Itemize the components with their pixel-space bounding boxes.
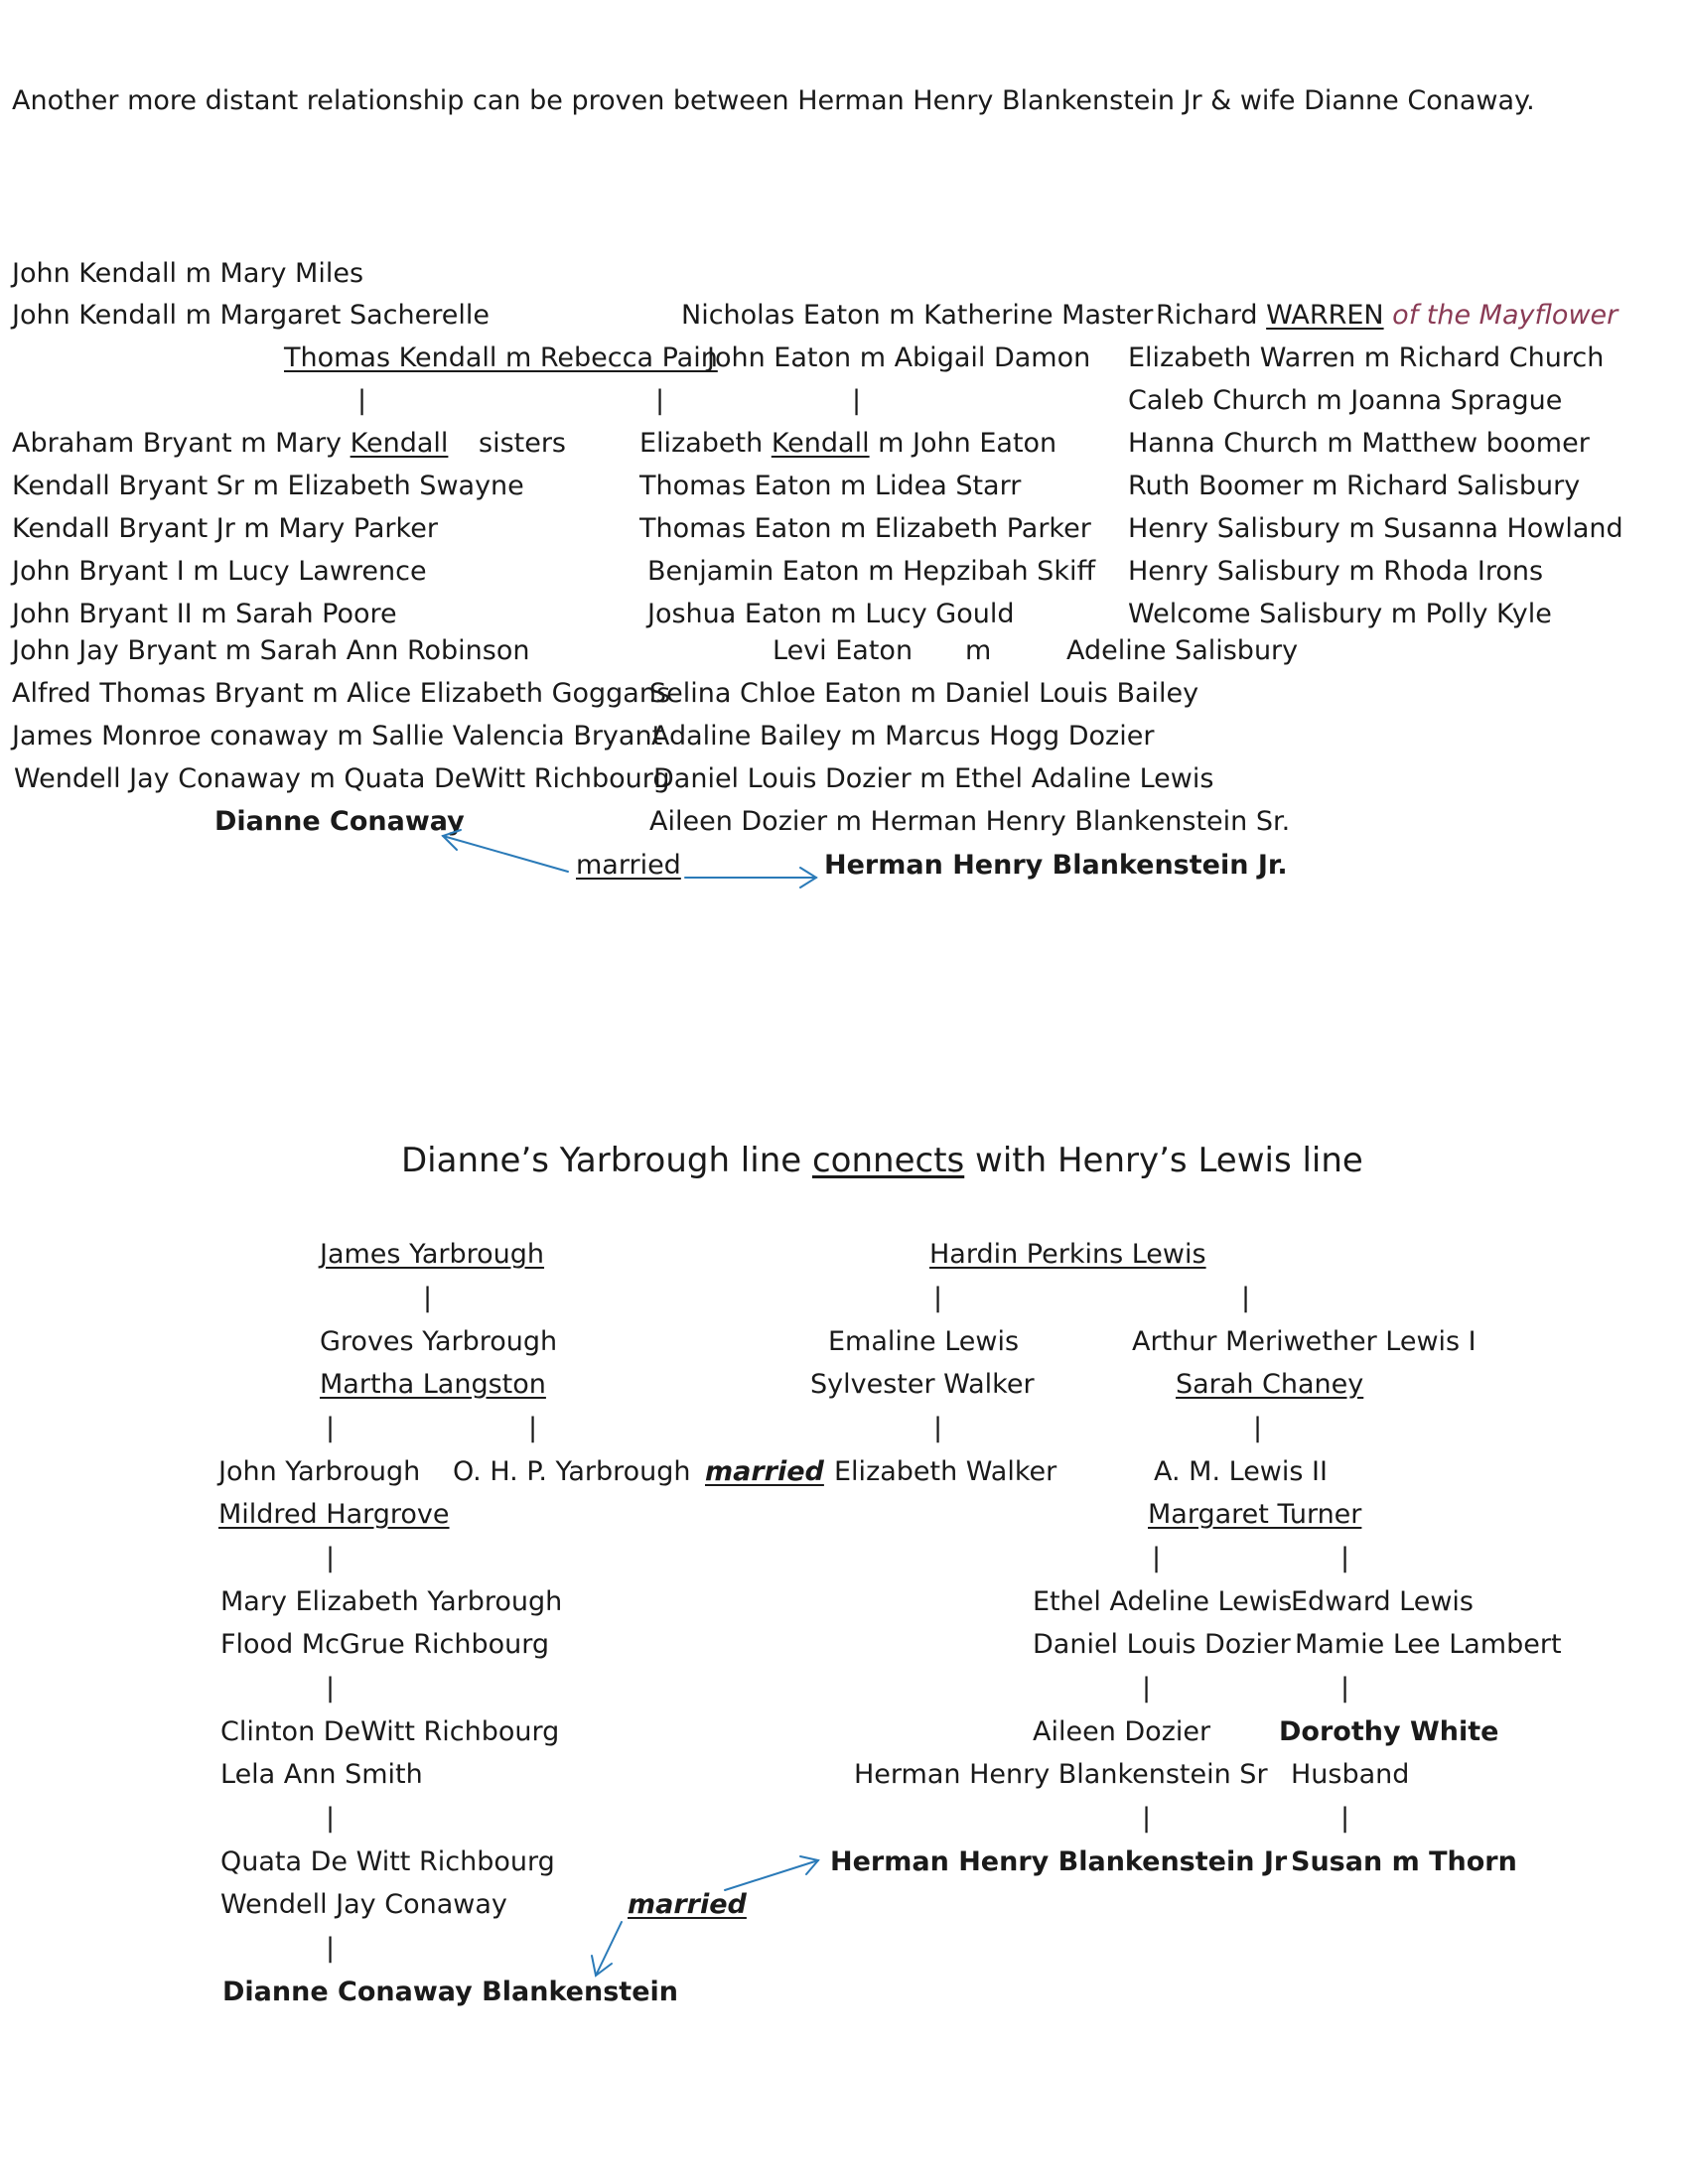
s1-col1-line: John Bryant I m Lucy Lawrence xyxy=(12,556,427,587)
s1-richard-text: Richard xyxy=(1156,300,1267,331)
s1-col1-line: Alfred Thomas Bryant m Alice Elizabeth Goggans xyxy=(12,678,671,709)
s2-right-line: A. M. Lewis II xyxy=(1154,1456,1328,1487)
s2-james-yarbrough: James Yarbrough xyxy=(320,1239,545,1270)
s2-title-connects: connects xyxy=(811,1141,965,1180)
s1-col2-line: Adaline Bailey m Marcus Hogg Dozier xyxy=(651,721,1155,751)
s2-left-line: Wendell Jay Conaway xyxy=(220,1889,507,1920)
s1-col1-line: Wendell Jay Conaway m Quata DeWitt Richbourg xyxy=(14,763,670,794)
s2-right-line: Margaret Turner xyxy=(1148,1499,1362,1530)
s1-col2-line: John Eaton m Abigail Damon xyxy=(707,342,1091,373)
s1-col1-line: John Kendall m Mary Miles xyxy=(12,258,364,289)
s2-right-line: Sylvester Walker xyxy=(810,1369,1035,1400)
s2-left-line: Flood McGrue Richbourg xyxy=(220,1629,550,1660)
s2-bar: | xyxy=(423,1283,433,1313)
s2-married-label: married xyxy=(705,1456,824,1487)
s2-title-part: with Henry’s Lewis line xyxy=(964,1141,1363,1180)
s1-elizabeth-text: Elizabeth xyxy=(639,428,772,459)
s1-adeline-salisbury: Adeline Salisbury xyxy=(1066,635,1299,666)
s1-connector-bar: | xyxy=(655,385,665,416)
s1-kendall-underlined: Kendall xyxy=(350,428,449,459)
s1-col3-line: Caleb Church m Joanna Sprague xyxy=(1128,385,1563,416)
s1-levi-eaton: Levi Eaton xyxy=(773,635,914,666)
s2-dorothy-white: Dorothy White xyxy=(1279,1716,1499,1747)
s1-col2-line: Thomas Eaton m Lidea Starr xyxy=(639,471,1022,501)
s1-thomas-kendall-text: Thomas Kendall m Rebecca Pain xyxy=(284,342,718,373)
s1-col1-line: John Bryant II m Sarah Poore xyxy=(12,599,397,629)
s2-bar: | xyxy=(326,1933,336,1964)
s2-right-line: Emaline Lewis xyxy=(828,1326,1020,1357)
s2-bar: | xyxy=(326,1673,336,1704)
s1-herman-jr: Herman Henry Blankenstein Jr. xyxy=(824,850,1288,881)
s1-connector-bar: | xyxy=(357,385,367,416)
s1-john-eaton-text: m John Eaton xyxy=(869,428,1057,459)
s2-susan-thorn: Susan m Thorn xyxy=(1291,1846,1517,1877)
s1-abraham-text: Abraham Bryant m Mary xyxy=(12,428,351,459)
s2-right-line: Arthur Meriwether Lewis I xyxy=(1132,1326,1477,1357)
s1-col1-line: James Monroe conaway m Sallie Valencia Bryant xyxy=(12,721,663,751)
s2-bar: | xyxy=(1241,1283,1251,1313)
s2-bar: | xyxy=(1340,1673,1350,1704)
s1-mayflower-text: of the Mayflower xyxy=(1383,300,1618,331)
s1-col2-line: Joshua Eaton m Lucy Gould xyxy=(647,599,1015,629)
s1-col2-line: Nicholas Eaton m Katherine Master xyxy=(681,300,1154,331)
s2-left-line: Clinton DeWitt Richbourg xyxy=(220,1716,560,1747)
s2-right-line: Daniel Louis Dozier xyxy=(1033,1629,1291,1660)
s2-right-line: Ethel Adeline Lewis xyxy=(1033,1586,1293,1617)
arrow-to-dianne-s2 xyxy=(592,1922,622,1976)
s2-left-line: Quata De Witt Richbourg xyxy=(220,1846,555,1877)
s1-col1-line: John Kendall m Margaret Sacherelle xyxy=(12,300,490,331)
s2-married-label: married xyxy=(628,1889,747,1920)
s1-col3-line: Henry Salisbury m Rhoda Irons xyxy=(1128,556,1544,587)
s1-col2-line: Thomas Eaton m Elizabeth Parker xyxy=(639,513,1091,544)
s2-herman-jr: Herman Henry Blankenstein Jr xyxy=(830,1846,1288,1877)
s2-right-line: Husband xyxy=(1291,1759,1410,1790)
s1-warren-underlined: WARREN xyxy=(1266,300,1384,331)
s2-left-line: Mildred Hargrove xyxy=(218,1499,450,1530)
s1-dianne-conaway: Dianne Conaway xyxy=(214,806,465,837)
s2-left-line: O. H. P. Yarbrough xyxy=(453,1456,691,1487)
s2-bar: | xyxy=(1152,1543,1162,1573)
s2-right-line: Aileen Dozier xyxy=(1033,1716,1211,1747)
s1-connector-bar: | xyxy=(852,385,862,416)
s2-right-line: Elizabeth Walker xyxy=(834,1456,1057,1487)
s1-col1-line: John Jay Bryant m Sarah Ann Robinson xyxy=(12,635,530,666)
s1-married-label: married xyxy=(576,850,681,881)
s2-right-line: Sarah Chaney xyxy=(1176,1369,1364,1400)
s2-left-line: Groves Yarbrough xyxy=(320,1326,558,1357)
s1-col1-line: Kendall Bryant Jr m Mary Parker xyxy=(12,513,438,544)
s2-title-part: Dianne’s Yarbrough line xyxy=(401,1141,812,1180)
arrow-to-dianne xyxy=(443,830,568,872)
s2-dianne-conaway-blankenstein: Dianne Conaway Blankenstein xyxy=(222,1977,678,2007)
s2-bar: | xyxy=(1340,1803,1350,1834)
s2-left-line: John Yarbrough xyxy=(218,1456,421,1487)
s1-col2-line: Aileen Dozier m Herman Henry Blankenstein Sr. xyxy=(649,806,1291,837)
s2-bar: | xyxy=(933,1413,943,1443)
s1-levi-m: m xyxy=(965,635,992,666)
s2-right-line: Mamie Lee Lambert xyxy=(1295,1629,1562,1660)
s2-bar: | xyxy=(528,1413,538,1443)
s2-left-line: Martha Langston xyxy=(320,1369,546,1400)
s2-bar: | xyxy=(1142,1673,1152,1704)
s2-bar: | xyxy=(933,1283,943,1313)
s2-bar: | xyxy=(326,1543,336,1573)
s1-col2-line: Selina Chloe Eaton m Daniel Louis Bailey xyxy=(649,678,1199,709)
s1-col3-line: Henry Salisbury m Susanna Howland xyxy=(1128,513,1623,544)
arrow-to-herman-jr-s2 xyxy=(725,1856,818,1890)
s1-kendall-underlined: Kendall xyxy=(771,428,870,459)
s2-bar: | xyxy=(326,1413,336,1443)
s2-bar: | xyxy=(326,1803,336,1834)
arrow-to-herman xyxy=(685,868,816,887)
s2-right-line: Edward Lewis xyxy=(1291,1586,1475,1617)
s2-left-line: Mary Elizabeth Yarbrough xyxy=(220,1586,563,1617)
s2-bar: | xyxy=(1253,1413,1263,1443)
intro-text: Another more distant relationship can be proven between Herman Henry Blankenstein Jr & wife Dianne Conaway. xyxy=(12,85,1535,116)
s2-bar: | xyxy=(1340,1543,1350,1573)
s2-right-line: Herman Henry Blankenstein Sr xyxy=(854,1759,1268,1790)
s1-col2-line: Daniel Louis Dozier m Ethel Adaline Lewis xyxy=(653,763,1214,794)
s2-hardin-perkins-lewis: Hardin Perkins Lewis xyxy=(929,1239,1206,1270)
s1-sisters-label: sisters xyxy=(479,428,567,459)
s2-bar: | xyxy=(1142,1803,1152,1834)
s1-col1-line: Kendall Bryant Sr m Elizabeth Swayne xyxy=(12,471,524,501)
s1-col3-line: Elizabeth Warren m Richard Church xyxy=(1128,342,1605,373)
s2-left-line: Lela Ann Smith xyxy=(220,1759,423,1790)
s1-col3-line: Ruth Boomer m Richard Salisbury xyxy=(1128,471,1581,501)
s1-col3-line: Hanna Church m Matthew boomer xyxy=(1128,428,1590,459)
s1-col2-line: Benjamin Eaton m Hepzibah Skiff xyxy=(647,556,1096,587)
s1-col3-line: Welcome Salisbury m Polly Kyle xyxy=(1128,599,1552,629)
